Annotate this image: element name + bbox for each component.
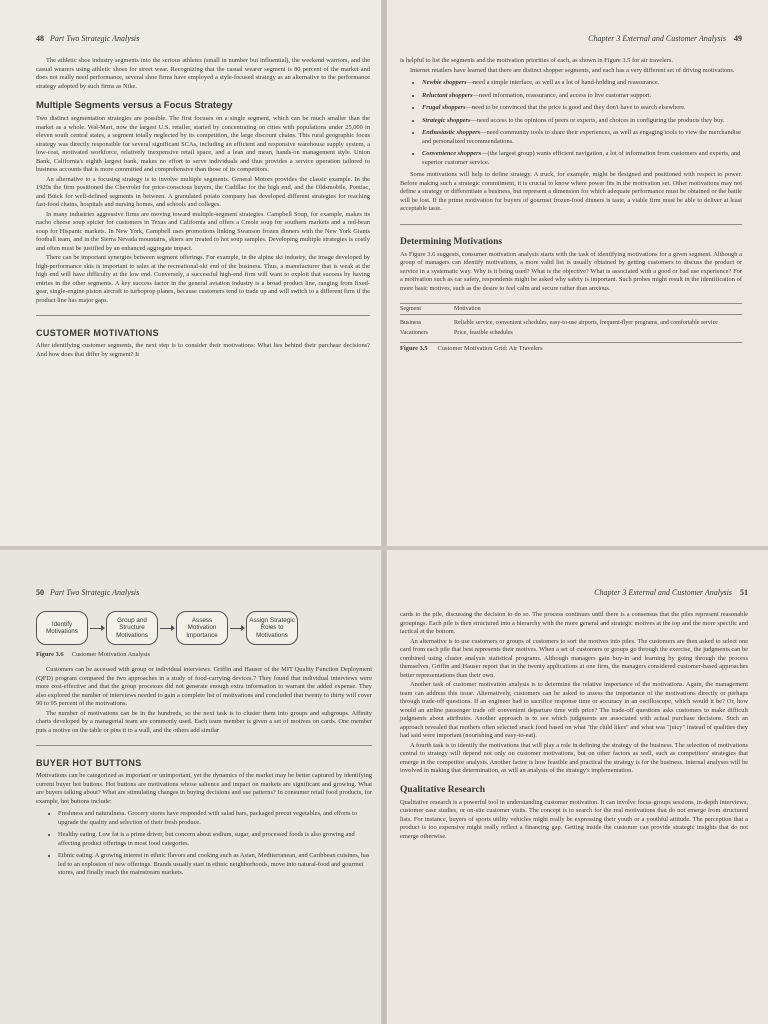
flow-node-assess: Assess Motivation Importance bbox=[176, 611, 228, 645]
page-divider bbox=[0, 546, 768, 550]
paragraph: Internet retailers have learned that there are distinct shopper segments, and each has a very different set of driving motivations. bbox=[410, 66, 735, 74]
paragraph: Some motivations will help to define strategy. A truck, for example, might be designed and positioned with respect to power. Before making such a strategic commitment, it is crucial to know where power fits in the motivation set. Other motivations may not define a strategy or differentiate a business, but represent a dimension for which adequate performance must be obtained or the battle will be lost. If the prime motivation for buyers of gourmet frozen-food dinners is taste, a viable firm must be able to deliver at least acceptable taste. bbox=[400, 171, 742, 212]
page-50 bbox=[0, 548, 384, 1024]
flow-node-assign: Assign Strategic Roles to Motivations bbox=[246, 611, 298, 645]
list-item: • Convenience shoppers—(the largest group) wants efficient navigation, a lot of information from customers and experts, and superior customer service. bbox=[422, 150, 742, 167]
paragraph: Motivations can be categorized as important or unimportant, yet the dynamics of the market may be better captured by identifying current buyer hot buttons. Hot buttons are motivations whose salience and impact on markets are significant and growing. What are buyers talking about? What are stimulating changes in buying decisions and use patterns? In consumer retail food products, for example, hot buttons include: bbox=[36, 772, 372, 805]
running-head-right: Chapter 3 External and Customer Analysis 49 bbox=[588, 34, 742, 43]
paragraph: Another task of customer motivation analysis is to determine the relative importance of the motivations. Again, the management team can address this issue. Alternatively, customers can be asked to assess the importance of the motivations directly or perhaps through trade-off questions. If an engineer had to sacrifice response time or accuracy in an oscilloscope, which would it be? Or, how would an airline passenger trade off convenient departure time with price? The trade-off questions asks customers to make difficult judgments about attributes. Another approach is to see which judgments are associated with actual purchase decisions. Such an approach revealed that mothers often selected snack food based on what "the child likes" and what was "juicy" instead of qualities they had said were important (nourishing and easy-to-eat). bbox=[400, 681, 748, 739]
paragraph: After identifying customer segments, the next step is to consider their motivations: What lies behind their purchase decisions? And how does that differ by segment? It bbox=[36, 342, 370, 358]
list-item: • Frugal shoppers—need to be convinced that the price is good and they don't have to search elsewhere. bbox=[422, 104, 742, 113]
paragraph: The number of motivations can be in the hundreds, so the next task is to cluster them into groups and subgroups. Affinity charts developed by a managerial team are commonly used. Each team member is given a set of motives on cards. One member puts a motive on the table or pins it to a wall, and the others add similar bbox=[36, 709, 372, 734]
section-rule bbox=[400, 224, 742, 228]
paragraph: Two distinct segmentation strategies are possible. The first focuses on a single segment, which can be much smaller than the market as a whole. Wal-Mart, now the largest U.S. retailer, started by concentrating on cities with populations under 25,000 in eleven south central states, a segment totally neglected by its competition, the large discount chains. This rural geographic focus strategy was directly responsible for several significant SCAs, including an efficient and responsive warehouse supply system, a low-cost, motivated workforce, relatively inexpensive retail space, and a lean and mean, hands-on management style. Union Bank, California's eighth largest bank, makes no effort to serve individuals and thus provides a service operation tailored to business accounts that is more committed and comprehensive than those of its competitors. bbox=[36, 115, 370, 173]
shopper-list bbox=[400, 79, 742, 167]
table-row: Vacationers Price, feasible schedules bbox=[400, 330, 513, 336]
heading-customer-motivations: CUSTOMER MOTIVATIONS bbox=[36, 328, 160, 338]
flow-node-group: Group and Structure Motivations bbox=[106, 611, 158, 645]
list-item: • Strategic shoppers—need access to the opinions of peers or experts, and choices in configuring the products they buy. bbox=[422, 117, 742, 126]
section-rule bbox=[36, 745, 372, 749]
motivation-flow-diagram bbox=[36, 611, 372, 645]
table-row: Business Reliable service, convenient schedules, easy-to-use airports, frequent-flyer programs, and comfortable service bbox=[400, 320, 718, 326]
page-48 bbox=[0, 0, 384, 548]
paragraph: Qualitative research is a powerful tool in understanding customer motivation. It can involve focus-groups sessions, in-depth interviews, customer case studies, or on-site customer visits. The concept is to search for the real motivations that do not emerge from structured lists. For instance, buyers of sports utility vehicles might really be expressing their youth or a youthful attitude. The perception that a product is too expensive might really reflect a financing gap. Getting inside the customer can provide strategic insights that do not emerge otherwise. bbox=[400, 798, 748, 840]
arrow-icon bbox=[230, 628, 244, 629]
table-header: Segment Motivation bbox=[400, 303, 742, 315]
paragraph: cards to the pile, discussing the decision to do so. The process continues until there is a consensus that the piles represent reasonable groupings. Each pile is then structured into a hierarchy with the more general and strategic motives at the top and the more specific and tactical at the bottom. bbox=[400, 611, 748, 635]
paragraph: There can be important synergies between segment offerings. For example, in the alpine ski industry, the image developed by high-performance skis is important to sales at the recreational-ski end of the business. Thus, a manufacturer that is weak at the high end will have difficulty at the low end. Conversely, a successful high-end firm will want to exploit that success by having entries in the other segments. A key success factor in the general aviation industry is a broad product line, ranging from fixed-gear, single-engine piston aircraft to turboprop planes, because customers tend to trade up and will switch to a different firm if the product line has major gaps. bbox=[36, 254, 370, 304]
paragraph: Customers can be accessed with group or individual interviews. Griffin and Hauser of the MIT Quality Function Deployment (QFD) program compared the two approaches in a study of food-carrying devices.7 They found that individual interviews were more cost-effective and that the group processes did not generate enough extra information to warrant the added expense. They also explored the number of interviews needed to gain a complete list of motivations and concluded that twenty to thirty will cover 90 to 95 percent of the motivations. bbox=[36, 666, 372, 707]
list-item: • Newbie shoppers—need a simple interface, as well as a lot of hand-holding and reassurance. bbox=[422, 79, 742, 88]
running-head-left: 48 Part Two Strategic Analysis bbox=[36, 34, 140, 43]
list-item: • Enthusiastic shoppers—need community tools to share their experiences, as well as engaging tools to view the merchandise and personalized recommendations. bbox=[422, 129, 742, 146]
section-rule bbox=[36, 315, 370, 319]
paragraph: In many industries aggressive firms are moving toward multiple-segment strategies. Campbell Soup, for example, makes its nacho cheese soup spicier for customers in Texas and California and offers a Creole soup for southern markets and a red-bean soup for Hispanic markets. In New York, Campbell uses promotions linking Swanson frozen dinners with the New York Giants football team, and in the Sierra Nevada mountains, skiers are treated to hot soup samples. Developing multiple strategies is costly and often must be justified by an enhanced aggregate impact. bbox=[36, 210, 370, 252]
figure-caption: Figure 3.6 Customer Motivation Analysis bbox=[36, 651, 151, 658]
heading-determining-motivations: Determining Motivations bbox=[400, 236, 503, 247]
intro-paragraph: The athletic shoe industry segments into the serious athletes (small in number but influential), the weekend warriors, and the casual wearers using athletic shoes for street wear. Recognizing that the casual wearer segment is 80 percent of the market and does not really need performance, several shoe firms have employed a style-focused strategy as an alternative to the performance strategy adopted by such firms as Nike. bbox=[36, 57, 370, 90]
list-item: • Healthy eating. Low fat is a prime driver, but concern about sodium, sugar, and processed foods is also growing and affecting product offerings in most food categories. bbox=[58, 831, 372, 848]
page-51 bbox=[384, 548, 768, 1024]
paragraph: As Figure 3.6 suggests, consumer motivation analysis starts with the task of identifying motivations for a given segment. Although a group of managers can identify motivations, a more valid list is usually obtained by getting customers to discuss the product or service in a systematic way. Why is it being used? What is the objective? What is associated with a good or bad use experience? For a motivation such as car safety, respondents might be asked why safety is important. Such probes might result in the identification of more basic motives, such as the desire to feel calm and secure rather than anxious. bbox=[400, 250, 742, 292]
running-head-right: Chapter 3 External and Customer Analysis 51 bbox=[594, 588, 748, 597]
list-item: • Ethnic eating. A growing interest in ethnic flavors and cooking such as Asian, Mediterranean, and Caribbean cuisines, has led to an explosion of new offerings. Brands usually start in ethnic neighborhoods, move into natural-food and gourmet stores, and finally reach the mainstream markets. bbox=[58, 852, 372, 878]
arrow-icon bbox=[160, 628, 174, 629]
paragraph: An alternative to a focusing strategy is to involve multiple segments. General Motors provides the classic example. In the 1920s the firm positioned the Chevrolet for price-conscious buyers, the Cadillac for the high end, and the Oldsmobile, Pontiac, and Buick for well-defined segments in between. A granulated potato company has developed different strategies for reaching fast-food chains, hospitals and nursing homes, and schools and colleges. bbox=[36, 175, 370, 208]
paragraph: An alternative is to use customers or groups of customers to sort the motives into piles. The customers are then asked to select one card from each pile that best represents their motives. When a set of customers or groups go through the exercise, the judgments can be combined using cluster analysis statistical programs. Although managers gain buy-in and learning by going through the process themselves, Griffin and Hauser report that in the twenty applications at one firm, the managers considered customer-based approaches better representations than their own. bbox=[400, 637, 748, 679]
running-head-left: 50 Part Two Strategic Analysis bbox=[36, 588, 140, 597]
heading-multiple-segments: Multiple Segments versus a Focus Strategy bbox=[36, 100, 233, 111]
heading-buyer-hot-buttons: BUYER HOT BUTTONS bbox=[36, 758, 142, 768]
heading-qualitative-research: Qualitative Research bbox=[400, 784, 486, 795]
list-item: • Freshness and naturalness. Grocery stores have responded with salad bars, packaged precut vegetables, and efforts to upgrade the quality and selection of their fresh produce. bbox=[58, 810, 372, 827]
book-gutter bbox=[381, 0, 387, 1024]
page-49 bbox=[384, 0, 768, 548]
flow-node-identify: Identify Motivations bbox=[36, 611, 88, 645]
arrow-icon bbox=[90, 628, 104, 629]
paragraph: is helpful to list the segments and the motivation priorities of each, as shown in Figure 3.5 for air travelers. bbox=[400, 57, 673, 64]
motivation-grid-table bbox=[400, 303, 742, 338]
hot-buttons-list bbox=[36, 810, 372, 878]
list-item: • Reluctant shoppers—need information, reassurance, and access to live customer support. bbox=[422, 92, 742, 101]
figure-caption: Figure 3.5 Customer Motivation Grid: Air Travelers bbox=[400, 342, 742, 352]
paragraph: A fourth task is to identify the motivations that will play a role in defining the strategy of the business. The selection of motivations central to strategy will depend not only on customer motivations, but on other factors as well, such as competitors' strategies that emerge in the competitor analysis. Another factor is how feasible and practical the strategy is for the business. Internal analyses will be involved in making that determination, as will an analysis of the strategy's implementation. bbox=[400, 741, 748, 774]
